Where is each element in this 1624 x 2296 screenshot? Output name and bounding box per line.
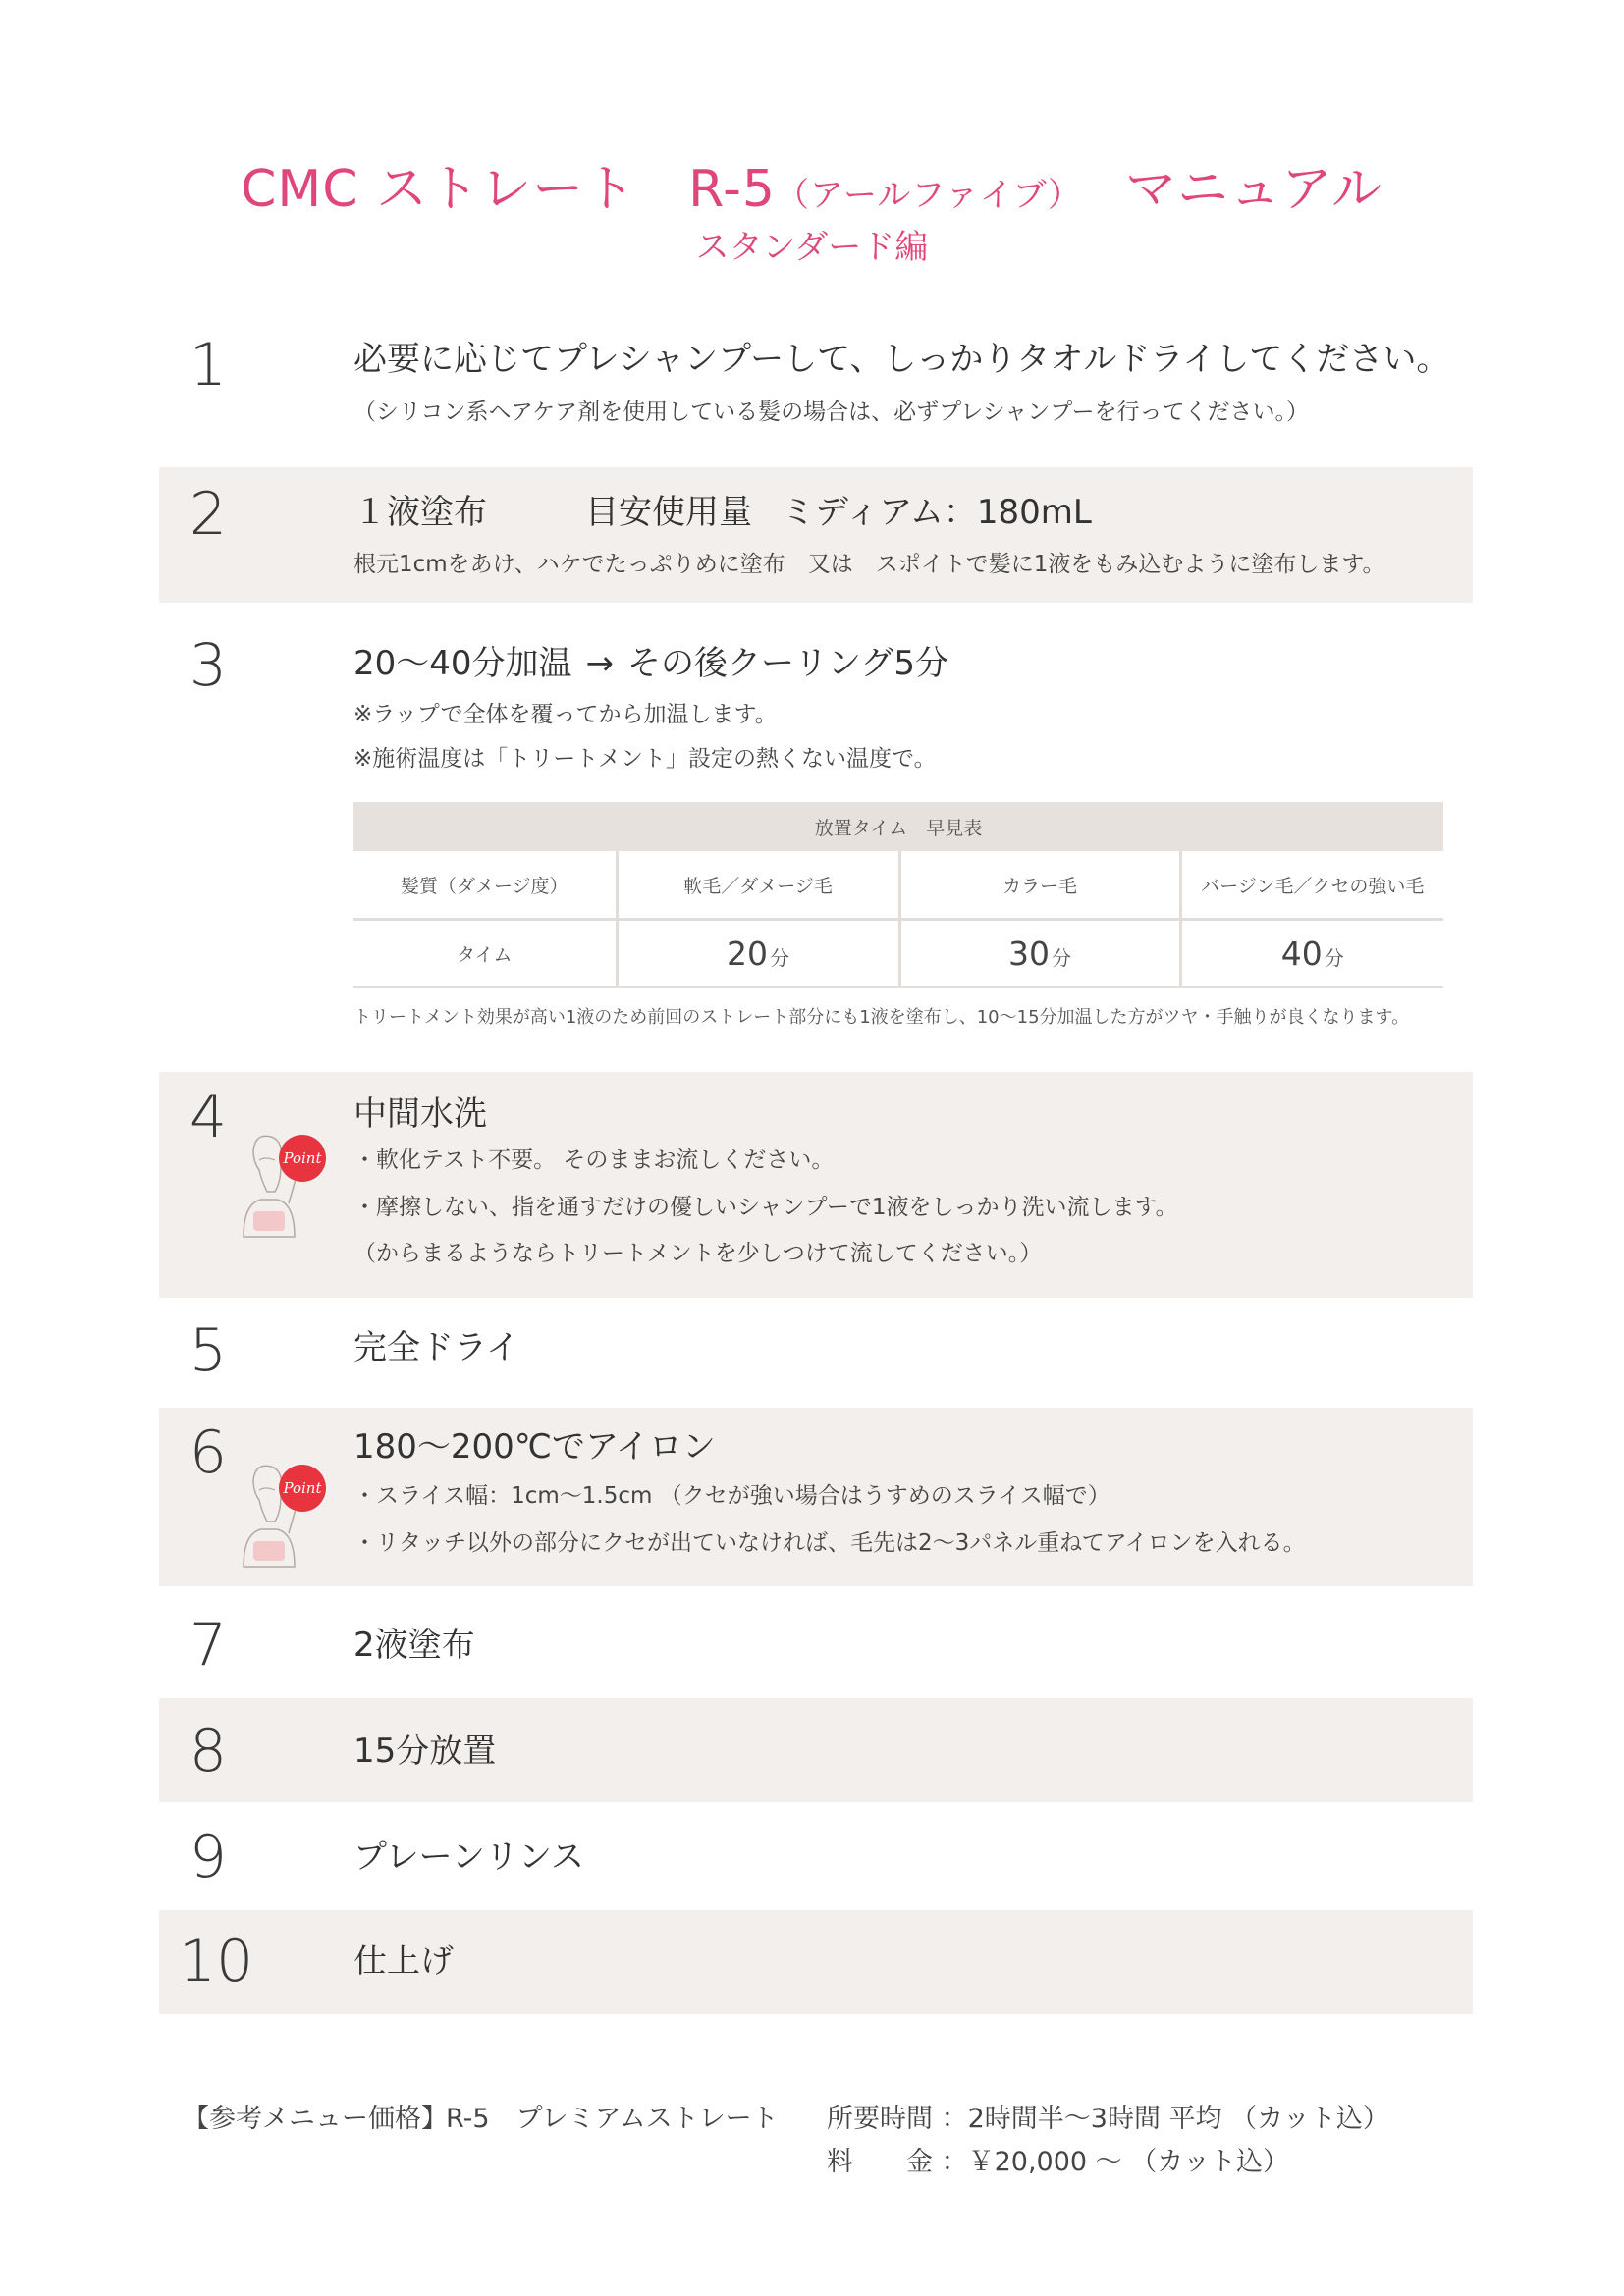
time-table-title: 放置タイム 早見表 xyxy=(353,802,1443,851)
point-illustration-icon xyxy=(232,1131,340,1239)
title-main: CMC ストレート R-5 xyxy=(241,160,776,219)
table-col-header: バージン毛／クセの強い毛 xyxy=(1180,851,1443,920)
step-heading: 必要に応じてプレシャンプーして、しっかりタオルドライしてください。 xyxy=(353,340,1450,379)
table-row-label: 髪質（ダメージ度） xyxy=(353,851,617,920)
point-illustration-icon xyxy=(232,1461,340,1569)
step-band xyxy=(159,467,1473,603)
table-cell: 30 分 xyxy=(899,920,1180,988)
footer-label: 【参考メニュー価格】 xyxy=(183,2104,448,2134)
arrow-right-icon: → xyxy=(585,644,615,683)
step-number: 7 xyxy=(189,1611,228,1680)
step-note: 根元1cmをあけ、ハケでたっぷりめに塗布 又は スポイトで髪に1液をもみ込むように塗布します。 xyxy=(353,552,1385,577)
step-number: 6 xyxy=(189,1418,228,1487)
title-end: マニュアル xyxy=(1124,160,1383,219)
step-number: 3 xyxy=(189,631,228,700)
step-heading-a: 20～40分加温 xyxy=(353,644,572,683)
step-heading xyxy=(353,646,948,682)
step-number: 9 xyxy=(189,1823,228,1892)
step-heading: プレーンリンス xyxy=(353,1838,584,1877)
step-number: 10 xyxy=(178,1927,254,1996)
step-heading: 2液塗布 xyxy=(353,1626,475,1665)
step-number: 5 xyxy=(189,1316,228,1385)
step-number: 2 xyxy=(189,480,228,549)
step-heading: 仕上げ xyxy=(353,1942,454,1981)
step-note: ・スライス幅：1cm～1.5cm （クセが強い場合はうすめのスライス幅で） xyxy=(353,1483,1110,1509)
table-col-header: 軟毛／ダメージ毛 xyxy=(617,851,899,920)
step-heading-b: その後クーリング5分 xyxy=(627,644,948,683)
table-cell: 20 分 xyxy=(617,920,899,988)
table-row-label: タイム xyxy=(353,920,617,988)
step-note: ・摩擦しない、指を通すだけの優しいシャンプーで1液をしっかり洗い流します。 xyxy=(353,1195,1178,1220)
step-number: 1 xyxy=(189,331,228,400)
step-note: ※ラップで全体を覆ってから加温します。 xyxy=(353,702,778,727)
page-subtitle: スタンダード編 xyxy=(695,228,929,267)
step-heading: 15分放置 xyxy=(353,1732,497,1771)
svg-text:Point: Point xyxy=(283,1479,322,1497)
footer-menu: R-5 プレミアムストレート xyxy=(446,2104,779,2134)
table-col-header: カラー毛 xyxy=(899,851,1180,920)
step-heading: 完全ドライ xyxy=(353,1328,519,1367)
step-heading: 180～200℃でアイロン xyxy=(353,1427,716,1467)
step-note: ・軟化テスト不要。 そのままお流しください。 xyxy=(353,1148,835,1173)
footer-price: 料 金 ：￥20,000 ～ （カット込） xyxy=(827,2147,1289,2177)
time-table xyxy=(353,802,1443,988)
step-heading-b: 目安使用量 xyxy=(585,493,752,532)
step-note: （シリコン系ヘアケア剤を使用している髪の場合は、必ずプレシャンプーを行ってください。） xyxy=(353,400,1310,425)
step-heading xyxy=(353,495,1092,531)
step-note: ※施術温度は「トリートメント」設定の熱くない温度で。 xyxy=(353,746,937,772)
svg-text:Point: Point xyxy=(283,1149,322,1167)
title-paren: （アールファイブ） xyxy=(776,176,1082,215)
time-table-footnote: トリートメント効果が高い1液のため前回のストレート部分にも1液を塗布し、10～15分加温した方がツヤ・手触りが良くなります。 xyxy=(353,1007,1410,1028)
step-note: ・リタッチ以外の部分にクセが出ていなければ、毛先は2～3パネル重ねてアイロンを入れる。 xyxy=(353,1530,1306,1556)
table-cell: 40 分 xyxy=(1180,920,1443,988)
step-number: 8 xyxy=(189,1717,228,1786)
step-number: 4 xyxy=(189,1083,228,1151)
step-heading-a: １液塗布 xyxy=(353,493,487,532)
step-heading-c: ミディアム：180mL xyxy=(782,493,1092,532)
footer-time: 所要時間 ：2時間半～3時間 平均 （カット込） xyxy=(827,2104,1389,2134)
step-note: （からまるようならトリートメントを少しつけて流してください。） xyxy=(353,1241,1043,1266)
step-heading: 中間水洗 xyxy=(353,1095,487,1134)
page-title xyxy=(0,147,1624,221)
